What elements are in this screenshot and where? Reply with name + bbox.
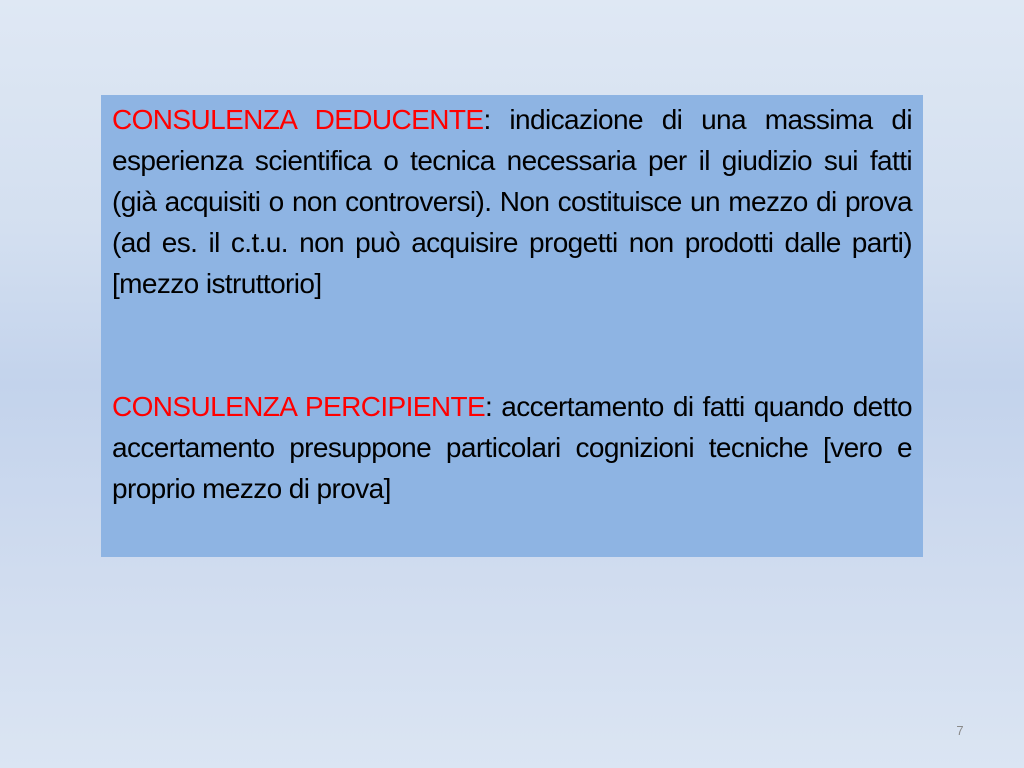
definition-text-deducente: : indicazione di una massima di esperienza scientifica o tecnica necessaria per il giudizio sui fatti (già acquisiti o non controversi). Non costituisce un mezzo di prova (ad es. il c.t.u. non può acquisire progetti non prodotti dalle parti) [mezzo istruttorio] bbox=[112, 104, 912, 299]
definitions-box bbox=[101, 95, 923, 557]
term-percipiente: CONSULENZA PERCIPIENTE bbox=[112, 391, 486, 422]
page-number: 7 bbox=[956, 723, 964, 738]
definition-percipiente bbox=[112, 386, 912, 509]
definition-deducente bbox=[112, 99, 912, 304]
definition-text-percipiente: : accertamento di fatti quando detto accertamento presuppone particolari cognizioni tecniche [vero e proprio mezzo di prova] bbox=[112, 391, 912, 504]
term-deducente: CONSULENZA DEDUCENTE bbox=[112, 104, 484, 135]
